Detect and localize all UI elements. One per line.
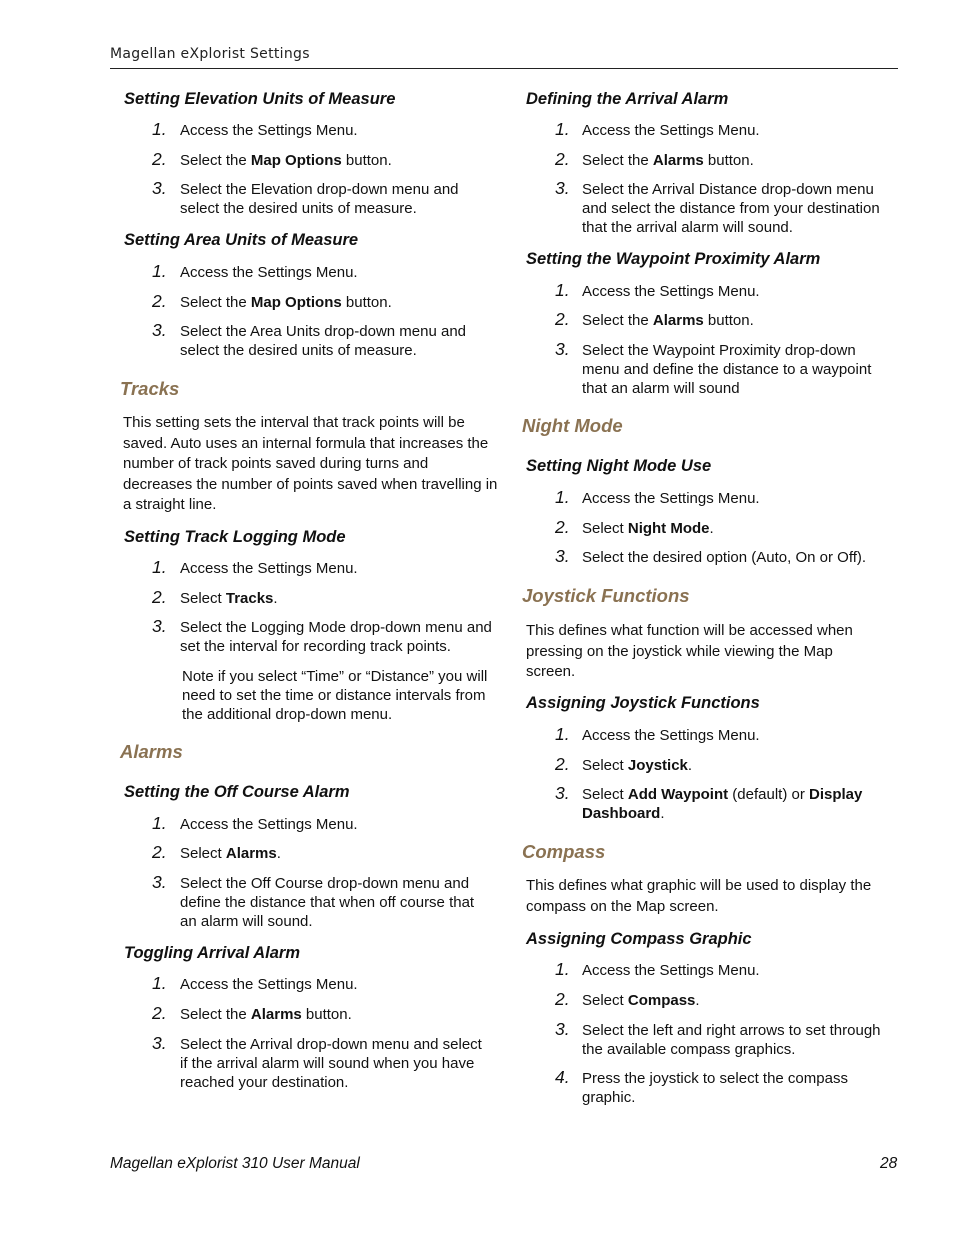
compass-description: This defines what graphic will be used to display the compass on the Map screen. [526,877,872,915]
step-text: Access the Settings Menu. [180,816,358,833]
heading-off-course-alarm: Setting the Off Course Alarm [124,783,350,801]
step-text: Access the Settings Menu. [180,264,358,281]
step-text: Press the joystick to select the compass graphic. [582,1070,848,1106]
step-number: 3. [152,1033,167,1053]
joystick-label: Joystick [627,757,688,774]
step-text: Select the Area Units drop-down menu and select the desired units of measure. [180,323,467,359]
step-text: Select the Arrival drop-down menu and select if the arrival alarm will sound when you have reached your destination. [180,1036,482,1091]
step-number: 2. [152,842,167,862]
step-number: 2. [152,149,167,169]
alarms-label: Alarms [225,845,277,862]
step-number: 2. [555,149,570,169]
alarms-label: Alarms [250,1006,302,1023]
joystick-description: This defines what function will be accessed when pressing on the joystick while viewing the Map screen. [526,622,853,680]
map-options-label: Map Options [250,294,342,311]
step-number: 2. [555,517,570,537]
step-number: 1. [152,973,167,993]
map-options-label: Map Options [250,152,342,169]
step-text: Select Compass. [582,992,700,1009]
step-number: 2. [152,587,167,607]
step-number: 3. [555,1019,570,1039]
step-number: 2. [152,1003,167,1023]
heading-night-mode-use: Setting Night Mode Use [526,457,712,475]
step-number: 1. [555,487,570,507]
header-rule [110,68,898,69]
step-number: 1. [152,119,167,139]
step-number: 1. [555,724,570,744]
step-number: 2. [152,291,167,311]
heading-toggle-arrival-alarm: Toggling Arrival Alarm [124,944,301,962]
section-alarms: Alarms [120,741,183,762]
step-number: 3. [555,339,570,359]
heading-assigning-compass: Assigning Compass Graphic [526,930,752,948]
step-text: Select the desired option (Auto, On or Off). [582,549,867,566]
step-number: 1. [152,261,167,281]
step-number: 4. [555,1067,570,1087]
step-text: Select Night Mode. [582,520,714,537]
heading-track-logging: Setting Track Logging Mode [124,528,346,546]
step-text: Select Alarms. [180,845,281,862]
step-text: Select the Off Course drop-down menu and define the distance that when off course that an alarm will sound. [180,875,475,930]
step-text: Select Add Waypoint (default) or Display Dashboard. [582,786,863,822]
step-text: Access the Settings Menu. [582,962,760,979]
tracks-note: Note if you select “Time” or “Distance” you will need to set the time or distance intervals from the additional drop-down menu. [182,668,488,723]
step-number: 2. [555,754,570,774]
step-number: 1. [152,557,167,577]
step-number: 1. [152,813,167,833]
step-text: Access the Settings Menu. [582,490,760,507]
step-text: Access the Settings Menu. [582,283,760,300]
step-text: Select the Elevation drop-down menu and select the desired units of measure. [180,181,459,217]
step-number: 1. [555,119,570,139]
step-text: Access the Settings Menu. [180,560,358,577]
tracks-description: This setting sets the interval that track points will be saved. Auto uses an internal formula that increases the number of track points saved during turns and decreases the number of points saved when travelling in a straight line. [123,414,498,513]
step-text: Select the Map Options button. [180,294,392,311]
step-number: 2. [555,989,570,1009]
step-text: Select the Arrival Distance drop-down menu and select the distance from your destination that the arrival alarm will sound. [582,181,880,236]
alarms-label: Alarms [652,152,704,169]
step-number: 3. [555,783,570,803]
step-text: Select the Waypoint Proximity drop-down menu and define the distance to a waypoint that an alarm will sound [582,342,872,397]
section-tracks: Tracks [120,378,180,399]
heading-elevation-units: Setting Elevation Units of Measure [124,90,396,108]
footer-page-number: 28 [880,1155,898,1172]
night-mode-label: Night Mode [627,520,710,537]
step-text: Select Joystick. [582,757,693,774]
section-joystick-functions: Joystick Functions [522,585,690,606]
step-number: 3. [152,178,167,198]
step-number: 2. [555,309,570,329]
compass-label: Compass [627,992,696,1009]
display-dashboard-label: Display Dashboard [582,786,863,822]
step-number: 3. [152,872,167,892]
step-text: Select the Alarms button. [582,152,754,169]
section-compass: Compass [522,841,606,862]
step-text: Access the Settings Menu. [180,976,358,993]
step-text: Access the Settings Menu. [180,122,358,139]
step-text: Select the Alarms button. [582,312,754,329]
step-text: Access the Settings Menu. [582,122,760,139]
footer-manual-title: Magellan eXplorist 310 User Manual [110,1155,360,1172]
step-text: Select the left and right arrows to set through the available compass graphics. [582,1022,881,1058]
heading-assigning-joystick: Assigning Joystick Functions [526,694,760,712]
step-text: Select the Alarms button. [180,1006,352,1023]
step-number: 3. [555,546,570,566]
tracks-label: Tracks [225,590,274,607]
step-number: 1. [555,959,570,979]
heading-waypoint-proximity-alarm: Setting the Waypoint Proximity Alarm [526,250,821,268]
section-night-mode: Night Mode [522,415,623,436]
step-number: 1. [555,280,570,300]
step-number: 3. [152,616,167,636]
running-head: Magellan eXplorist Settings [110,46,310,62]
heading-arrival-alarm: Defining the Arrival Alarm [526,90,729,108]
step-text: Select the Map Options button. [180,152,392,169]
step-text: Select the Logging Mode drop-down menu and set the interval for recording track points. [180,619,492,655]
step-text: Access the Settings Menu. [582,727,760,744]
alarms-label: Alarms [652,312,704,329]
step-text: Select Tracks. [180,590,278,607]
add-waypoint-label: Add Waypoint [627,786,729,803]
heading-area-units: Setting Area Units of Measure [124,231,359,249]
step-number: 3. [152,320,167,340]
step-number: 3. [555,178,570,198]
